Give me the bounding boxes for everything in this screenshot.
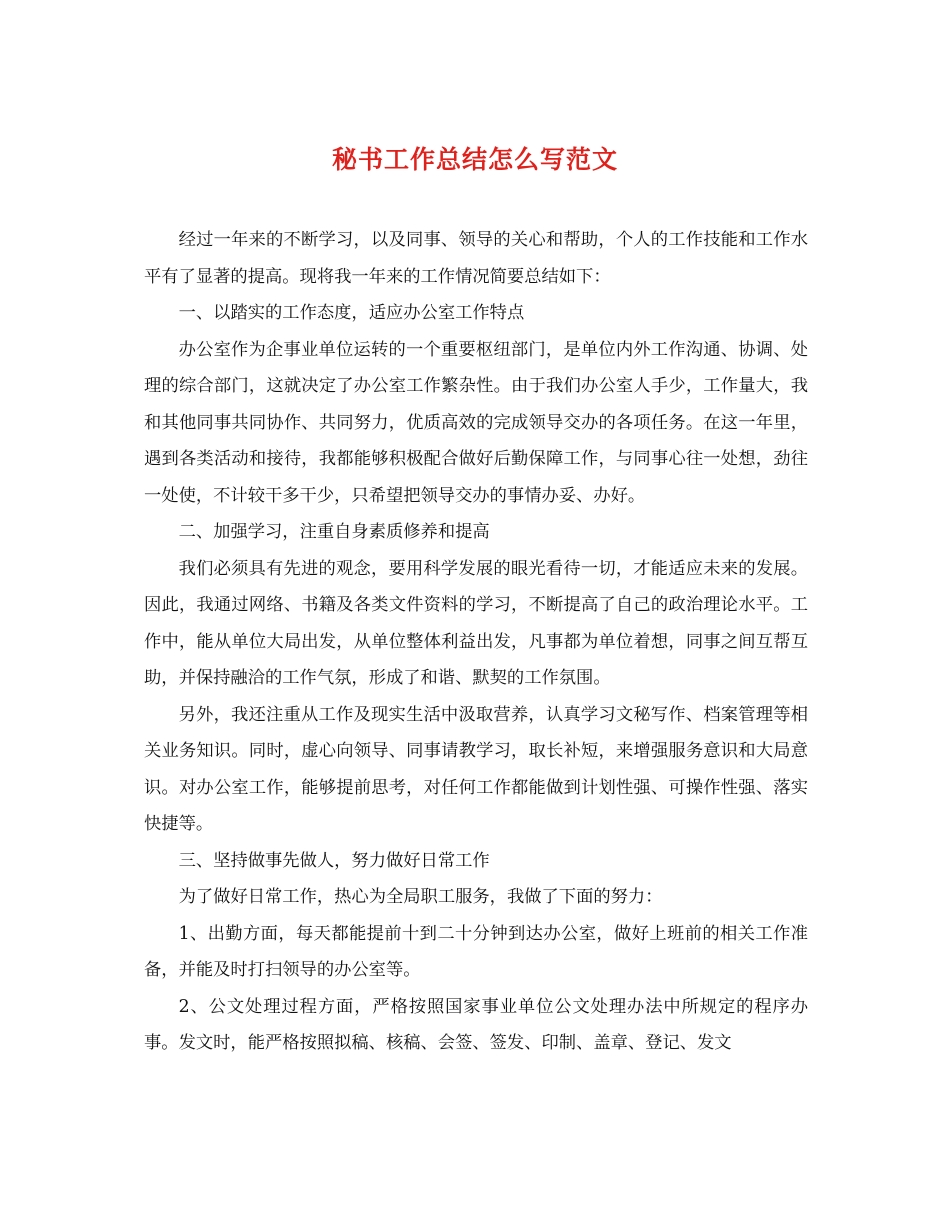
list-item: 1、出勤方面，每天都能提前十到二十分钟到达办公室，做好上班前的相关工作准备，并能及时打扫领导的办公室等。: [144, 923, 808, 980]
paragraph-intro: 经过一年来的不断学习，以及同事、领导的关心和帮助，个人的工作技能和工作水平有了显著的提高。现将我一年来的工作情况简要总结如下：: [144, 230, 808, 287]
section-heading-2: 二、加强学习，注重自身素质修养和提高: [178, 522, 490, 542]
paragraph: 办公室作为企事业单位运转的一个重要枢纽部门，是单位内外工作沟通、协调、处理的综合部门，这就决定了办公室工作繁杂性。由于我们办公室人手少，工作量大，我和其他同事共同协作、共同努力，优质高效的完成领导交办的各项任务。在这一年里，遇到各类活动和接待，我都能够积极配合做好后勤保障工作，与同事心往一处想，劲往一处使，不计较干多干少，只希望把领导交办的事情办妥、办好。: [144, 339, 808, 506]
section-heading-1: 一、以踏实的工作态度，适应办公室工作特点: [178, 303, 525, 323]
paragraph: 我们必须具有先进的观念，要用科学发展的眼光看待一切，才能适应未来的发展。因此，我通过网络、书籍及各类文件资料的学习，不断提高了自己的政治理论水平。工作中，能从单位大局出发，从单位整体利益出发，凡事都为单位着想，同事之间互帮互助，并保持融洽的工作气氛，形成了和谐、默契的工作氛围。: [144, 558, 808, 688]
section-heading-3: 三、坚持做事先做人，努力做好日常工作: [178, 850, 490, 871]
list-item: 2、公文处理过程方面，严格按照国家事业单位公文处理办法中所规定的程序办事。发文时，能严格按照拟稿、核稿、会签、签发、印制、盖章、登记、发文: [144, 996, 808, 1053]
paragraph: 另外，我还注重从工作及现实生活中汲取营养，认真学习文秘写作、档案管理等相关业务知识。同时，虚心向领导、同事请教学习，取长补短，来增强服务意识和大局意识。对办公室工作，能够提前思考，对任何工作都能做到计划性强、可操作性强、落实快捷等。: [144, 704, 808, 834]
document-body: [144, 222, 808, 1062]
document-title: 秘书工作总结怎么写范文: [331, 145, 618, 174]
paragraph: 为了做好日常工作，热心为全局职工服务，我做了下面的努力：: [178, 887, 663, 907]
